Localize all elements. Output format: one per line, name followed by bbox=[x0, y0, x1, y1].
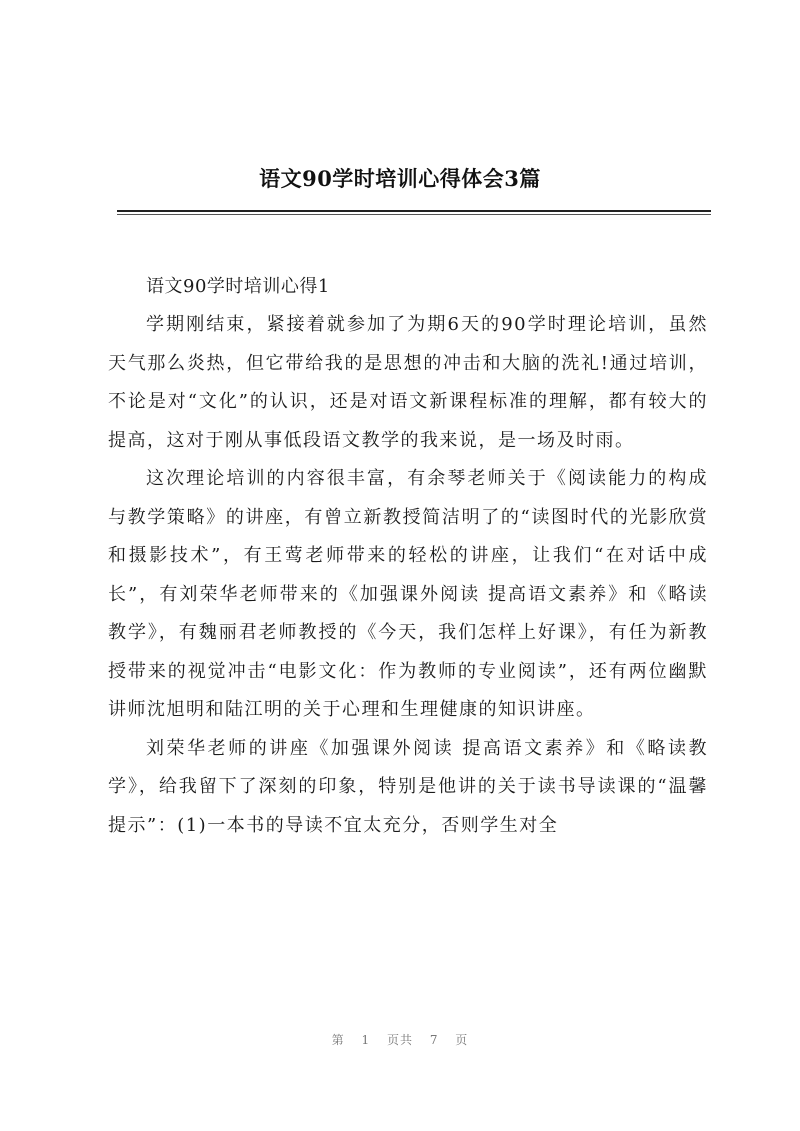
section-heading: 语文90学时培训心得1 bbox=[146, 276, 330, 297]
footer-middle: 页共 bbox=[386, 1033, 413, 1047]
footer-total-pages: 7 bbox=[429, 1033, 439, 1047]
footer-prefix: 第 bbox=[331, 1033, 345, 1047]
title-divider-thin bbox=[117, 214, 711, 215]
footer-page-number: 1 bbox=[361, 1033, 371, 1047]
page-footer bbox=[0, 1031, 800, 1048]
paragraph-1: 学期刚结束，紧接着就参加了为期6天的90学时理论培训，虽然天气那么炎热，但它带给我的是思想的冲击和大脑的洗礼!通过培训，不论是对“文化”的认识，还是对语文新课程标准的理解，都有较大的提高，这对于刚从事低段语文教学的我来说，是一场及时雨。 bbox=[108, 314, 708, 451]
paragraph-3: 刘荣华老师的讲座《加强课外阅读 提高语文素养》和《略读教学》，给我留下了深刻的印象，特别是他讲的关于读书导读课的“温馨提示”：(1)一本书的导读不宜太充分，否则学生对全 bbox=[108, 737, 708, 836]
footer-suffix: 页 bbox=[455, 1033, 469, 1047]
paragraph-2: 这次理论培训的内容很丰富，有余琴老师关于《阅读能力的构成与教学策略》的讲座，有曾立新教授简洁明了的“读图时代的光影欣赏和摄影技术”，有王莺老师带来的轻松的讲座，让我们“在对话中成长”，有刘荣华老师带来的《加强课外阅读 提高语文素养》和《略读教学》，有魏丽君老师教授的《今天，我们怎样上好课》，有任为新教授带来的视觉冲击“电影文化：作为教师的专业阅读”，还有两位幽默讲师沈旭明和陆江明的关于心理和生理健康的知识讲座。 bbox=[108, 468, 708, 720]
title-divider bbox=[117, 210, 711, 212]
page-title: 语文90学时培训心得体会3篇 bbox=[259, 166, 541, 191]
document-body bbox=[108, 268, 708, 845]
